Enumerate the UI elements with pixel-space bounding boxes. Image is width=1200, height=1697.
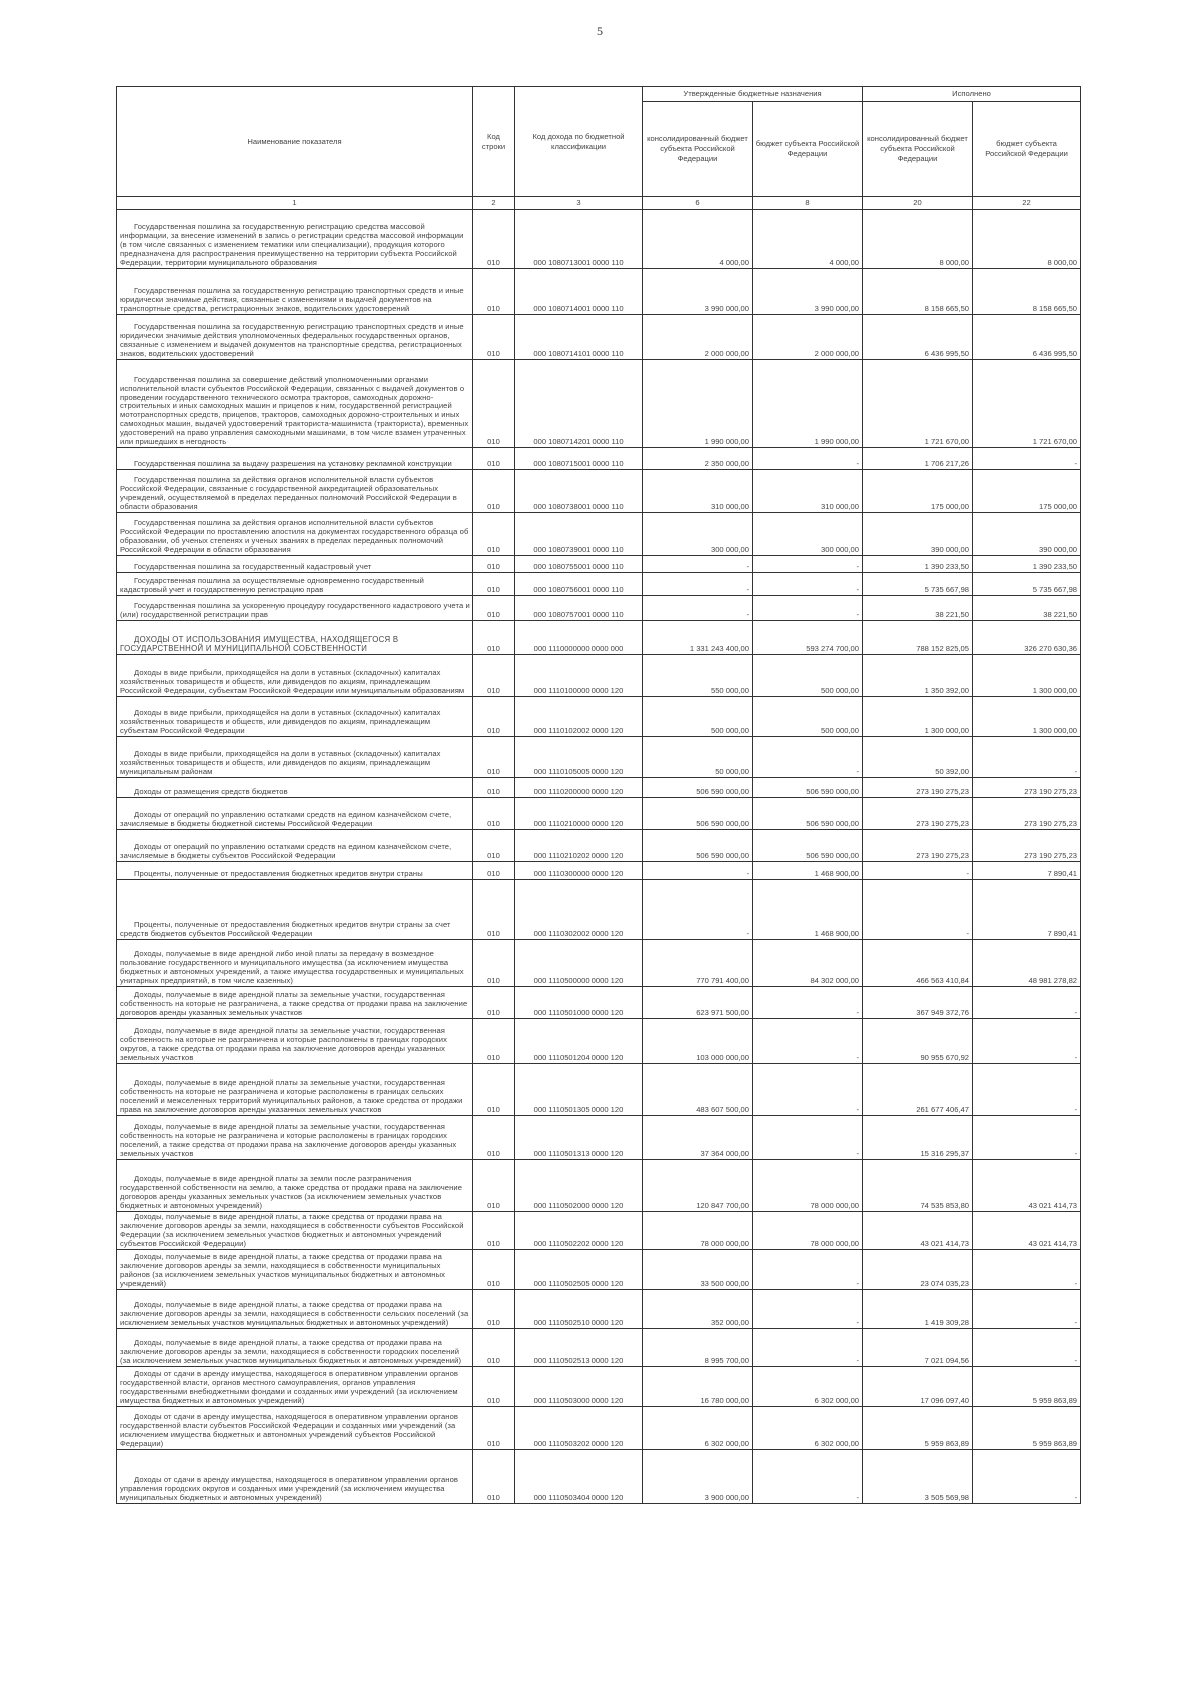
cell-c8: - [753, 448, 863, 470]
table-row [117, 862, 1081, 880]
cell-c6: 33 500 000,00 [643, 1250, 753, 1290]
cell-c6: 506 590 000,00 [643, 798, 753, 830]
cell-c20: - [863, 880, 973, 940]
cell-code: 010 [473, 315, 515, 360]
cell-code: 010 [473, 1450, 515, 1504]
cell-kbk: 000 1110502202 0000 120 [515, 1212, 643, 1250]
cell-name: Доходы, получаемые в виде арендной платы, а также средства от продажи права на заключение договоров аренды за земли, находящиеся в собственности муниципальных районов (за исключением земельных участков муниципальных бюджетных и автономных учреждений) [117, 1250, 473, 1290]
cell-c22: 43 021 414,73 [973, 1160, 1081, 1212]
cell-name: Государственная пошлина за государственный кадастровый учет [117, 556, 473, 573]
cell-c8: 6 302 000,00 [753, 1407, 863, 1450]
cell-name: Доходы в виде прибыли, приходящейся на доли в уставных (складочных) капиталах хозяйственных товариществ и обществ, или дивидендов по акциям, принадлежащим Российской Федерации, субъектам Российской Федерации или муниципальным образованиям [117, 655, 473, 697]
cell-c22: - [973, 1019, 1081, 1064]
table-row [117, 697, 1081, 737]
cell-kbk: 000 1080756001 0000 110 [515, 573, 643, 596]
cell-c6: 352 000,00 [643, 1290, 753, 1329]
cell-code: 010 [473, 1064, 515, 1116]
table-row [117, 987, 1081, 1019]
cell-c8: 1 990 000,00 [753, 360, 863, 448]
cell-kbk: 000 1080715001 0000 110 [515, 448, 643, 470]
cell-c20: 1 350 392,00 [863, 655, 973, 697]
cell-kbk: 000 1110503404 0000 120 [515, 1450, 643, 1504]
cell-c22: - [973, 1116, 1081, 1160]
cell-c8: 500 000,00 [753, 697, 863, 737]
cell-kbk: 000 1110503000 0000 120 [515, 1367, 643, 1407]
cell-name: Государственная пошлина за осуществляемые одновременно государственный кадастровый учет и государственную регистрацию прав [117, 573, 473, 596]
cell-c20: 390 000,00 [863, 513, 973, 556]
cell-c20: 7 021 094,56 [863, 1329, 973, 1367]
cell-name: Доходы в виде прибыли, приходящейся на доли в уставных (складочных) капиталах хозяйственных товариществ и обществ, или дивидендов по акциям, принадлежащим муниципальным районам [117, 737, 473, 778]
cell-code: 010 [473, 830, 515, 862]
cell-code: 010 [473, 210, 515, 269]
table-row [117, 1250, 1081, 1290]
cell-c8: 78 000 000,00 [753, 1212, 863, 1250]
cell-kbk: 000 1110500000 0000 120 [515, 940, 643, 987]
cell-c6: 50 000,00 [643, 737, 753, 778]
cell-c20: 6 436 995,50 [863, 315, 973, 360]
cell-c22: 175 000,00 [973, 470, 1081, 513]
table-row [117, 1212, 1081, 1250]
cell-name: Доходы, получаемые в виде арендной платы за земельные участки, государственная собственность на которые не разграничена и которые расположены в границах сельских поселений и межселенных территорий муниципальных районов, а также средства от продажи права на заключение договоров аренды указанных земельных участков [117, 1064, 473, 1116]
cell-kbk: 000 1110100000 0000 120 [515, 655, 643, 697]
cell-code: 010 [473, 880, 515, 940]
cell-c6: 550 000,00 [643, 655, 753, 697]
column-number: 3 [515, 197, 643, 210]
cell-c6: 483 607 500,00 [643, 1064, 753, 1116]
cell-name: Доходы от сдачи в аренду имущества, находящегося в оперативном управлении органов государственной власти, органов местного самоуправления, органов управления государственными внебюджетными фондами и созданных ими учреждений (за исключением имущества бюджетных и автономных учреждений) [117, 1367, 473, 1407]
cell-c20: 1 721 670,00 [863, 360, 973, 448]
cell-name: Доходы от сдачи в аренду имущества, находящегося в оперативном управлении органов управления городских округов и созданных ими учреждений (за исключением имущества муниципальных бюджетных и автономных учреждений) [117, 1450, 473, 1504]
table-row [117, 1116, 1081, 1160]
cell-c22: - [973, 1250, 1081, 1290]
table-row [117, 269, 1081, 315]
cell-c22: 7 890,41 [973, 862, 1081, 880]
cell-c20: 5 959 863,89 [863, 1407, 973, 1450]
header-group-executed: Исполнено [863, 87, 1081, 102]
table-row [117, 210, 1081, 269]
table-row [117, 798, 1081, 830]
cell-c6: 16 780 000,00 [643, 1367, 753, 1407]
cell-c22: - [973, 987, 1081, 1019]
cell-c22: 390 000,00 [973, 513, 1081, 556]
cell-kbk: 000 1110501313 0000 120 [515, 1116, 643, 1160]
table-row [117, 1064, 1081, 1116]
table-row [117, 315, 1081, 360]
cell-kbk: 000 1080714001 0000 110 [515, 269, 643, 315]
cell-c22: 273 190 275,23 [973, 798, 1081, 830]
cell-c20: 1 706 217,26 [863, 448, 973, 470]
cell-kbk: 000 1080714101 0000 110 [515, 315, 643, 360]
cell-code: 010 [473, 737, 515, 778]
table-row [117, 778, 1081, 798]
cell-c6: 506 590 000,00 [643, 830, 753, 862]
cell-c6: 8 995 700,00 [643, 1329, 753, 1367]
header-code: Код строки [473, 87, 515, 197]
cell-c8: 78 000 000,00 [753, 1160, 863, 1212]
table-row [117, 1329, 1081, 1367]
cell-c20: 273 190 275,23 [863, 778, 973, 798]
cell-c6: 506 590 000,00 [643, 778, 753, 798]
cell-c8: 3 990 000,00 [753, 269, 863, 315]
table-row [117, 621, 1081, 655]
cell-c22: 326 270 630,36 [973, 621, 1081, 655]
cell-c20: 8 000,00 [863, 210, 973, 269]
cell-c6: 623 971 500,00 [643, 987, 753, 1019]
cell-c8: - [753, 556, 863, 573]
cell-c20: 273 190 275,23 [863, 830, 973, 862]
cell-c20: 43 021 414,73 [863, 1212, 973, 1250]
cell-c6: 500 000,00 [643, 697, 753, 737]
column-number: 8 [753, 197, 863, 210]
cell-c20: 17 096 097,40 [863, 1367, 973, 1407]
cell-c20: 3 505 569,98 [863, 1450, 973, 1504]
table-row [117, 513, 1081, 556]
cell-c20: 1 419 309,28 [863, 1290, 973, 1329]
header-executed-consolidated: консолидированный бюджет субъекта Российской Федерации [863, 102, 973, 197]
cell-code: 010 [473, 556, 515, 573]
table-row [117, 830, 1081, 862]
cell-name: Государственная пошлина за государственную регистрацию транспортных средств и иные юридически значимые действия, связанные с изменениями и выдачей документов на транспортные средства, регистрационных знаков, водительских удостоверений [117, 269, 473, 315]
cell-code: 010 [473, 448, 515, 470]
cell-kbk: 000 1110502000 0000 120 [515, 1160, 643, 1212]
column-number: 6 [643, 197, 753, 210]
cell-c22: - [973, 1290, 1081, 1329]
cell-code: 010 [473, 940, 515, 987]
cell-c6: 3 990 000,00 [643, 269, 753, 315]
cell-c20: 466 563 410,84 [863, 940, 973, 987]
cell-code: 010 [473, 1116, 515, 1160]
column-number: 1 [117, 197, 473, 210]
cell-c20: 74 535 853,80 [863, 1160, 973, 1212]
table-row [117, 1450, 1081, 1504]
cell-c22: 5 959 863,89 [973, 1367, 1081, 1407]
header-executed-subject: бюджет субъекта Российской Федерации [973, 102, 1081, 197]
cell-name: Доходы от размещения средств бюджетов [117, 778, 473, 798]
cell-kbk: 000 1110502510 0000 120 [515, 1290, 643, 1329]
cell-code: 010 [473, 1329, 515, 1367]
table-row [117, 1407, 1081, 1450]
cell-c22: 7 890,41 [973, 880, 1081, 940]
cell-kbk: 000 1110300000 0000 120 [515, 862, 643, 880]
cell-c6: - [643, 880, 753, 940]
cell-c8: - [753, 737, 863, 778]
cell-c20: 8 158 665,50 [863, 269, 973, 315]
cell-c20: 90 955 670,92 [863, 1019, 973, 1064]
cell-c6: 37 364 000,00 [643, 1116, 753, 1160]
cell-c8: 2 000 000,00 [753, 315, 863, 360]
cell-c8: - [753, 1116, 863, 1160]
cell-c6: 1 990 000,00 [643, 360, 753, 448]
cell-code: 010 [473, 360, 515, 448]
cell-name: Доходы, получаемые в виде арендной платы за земли после разграничения государственной собственности на землю, а также средства от продажи права на заключение договоров аренды указанных земельных участков (за исключением земельных участков бюджетных и автономных учреждений) [117, 1160, 473, 1212]
table-row [117, 596, 1081, 621]
cell-name: Доходы, получаемые в виде арендной платы за земельные участки, государственная собственность на которые не разграничена и которые расположены в границах городских поселений, а также средства от продажи права на заключение договоров аренды указанных земельных участков [117, 1116, 473, 1160]
cell-c6: 300 000,00 [643, 513, 753, 556]
cell-c8: - [753, 1450, 863, 1504]
cell-code: 010 [473, 1290, 515, 1329]
cell-c6: 78 000 000,00 [643, 1212, 753, 1250]
cell-kbk: 000 1110210202 0000 120 [515, 830, 643, 862]
cell-c6: - [643, 596, 753, 621]
cell-name: ДОХОДЫ ОТ ИСПОЛЬЗОВАНИЯ ИМУЩЕСТВА, НАХОДЯЩЕГОСЯ В ГОСУДАРСТВЕННОЙ И МУНИЦИПАЛЬНОЙ СОБСТВЕННОСТИ [117, 621, 473, 655]
cell-code: 010 [473, 269, 515, 315]
cell-code: 010 [473, 862, 515, 880]
header-approved-consolidated: консолидированный бюджет субъекта Российской Федерации [643, 102, 753, 197]
cell-c6: 2 350 000,00 [643, 448, 753, 470]
cell-kbk: 000 1080714201 0000 110 [515, 360, 643, 448]
cell-c8: 506 590 000,00 [753, 798, 863, 830]
cell-c22: 5 959 863,89 [973, 1407, 1081, 1450]
cell-c20: 1 300 000,00 [863, 697, 973, 737]
cell-name: Доходы, получаемые в виде арендной платы за земельные участки, государственная собственность на которые не разграничена, а также средства от продажи права на заключение договоров аренды указанных земельных участков [117, 987, 473, 1019]
header-kbk: Код дохода по бюджетной классификации [515, 87, 643, 197]
cell-name: Государственная пошлина за действия органов исполнительной власти субъектов Российской Федерации по проставлению апостиля на документах государственного образца об образовании, об ученых степенях и ученых званиях в пределах переданных полномочий Российской Федерации в области образования [117, 513, 473, 556]
cell-c22: 43 021 414,73 [973, 1212, 1081, 1250]
cell-c20: 15 316 295,37 [863, 1116, 973, 1160]
cell-c6: 6 302 000,00 [643, 1407, 753, 1450]
cell-kbk: 000 1110503202 0000 120 [515, 1407, 643, 1450]
cell-c8: - [753, 1250, 863, 1290]
page-number: 5 [597, 24, 603, 38]
cell-kbk: 000 1080755001 0000 110 [515, 556, 643, 573]
cell-kbk: 000 1080713001 0000 110 [515, 210, 643, 269]
cell-kbk: 000 1080739001 0000 110 [515, 513, 643, 556]
cell-c8: - [753, 1019, 863, 1064]
table-row [117, 880, 1081, 940]
cell-code: 010 [473, 1212, 515, 1250]
table-row [117, 1160, 1081, 1212]
table-row [117, 556, 1081, 573]
table-row [117, 737, 1081, 778]
cell-c22: - [973, 1329, 1081, 1367]
cell-c6: 4 000,00 [643, 210, 753, 269]
cell-c20: - [863, 862, 973, 880]
cell-c6: 1 331 243 400,00 [643, 621, 753, 655]
table-row [117, 655, 1081, 697]
cell-c8: 310 000,00 [753, 470, 863, 513]
cell-c8: - [753, 1329, 863, 1367]
cell-c20: 5 735 667,98 [863, 573, 973, 596]
table-row [117, 360, 1081, 448]
table-row [117, 573, 1081, 596]
cell-c20: 273 190 275,23 [863, 798, 973, 830]
cell-c22: - [973, 1064, 1081, 1116]
cell-c6: - [643, 573, 753, 596]
cell-c22: 38 221,50 [973, 596, 1081, 621]
cell-c8: - [753, 1064, 863, 1116]
cell-c20: 38 221,50 [863, 596, 973, 621]
cell-kbk: 000 1110502513 0000 120 [515, 1329, 643, 1367]
cell-name: Государственная пошлина за выдачу разрешения на установку рекламной конструкции [117, 448, 473, 470]
cell-c6: 2 000 000,00 [643, 315, 753, 360]
cell-code: 010 [473, 1367, 515, 1407]
cell-code: 010 [473, 1407, 515, 1450]
column-number: 22 [973, 197, 1081, 210]
cell-c8: 4 000,00 [753, 210, 863, 269]
cell-name: Государственная пошлина за ускоренную процедуру государственного кадастрового учета и (или) государственной регистрации прав [117, 596, 473, 621]
cell-kbk: 000 1110501000 0000 120 [515, 987, 643, 1019]
cell-c20: 788 152 825,05 [863, 621, 973, 655]
cell-c22: 8 000,00 [973, 210, 1081, 269]
column-number: 2 [473, 197, 515, 210]
cell-kbk: 000 1110501305 0000 120 [515, 1064, 643, 1116]
cell-c22: 1 300 000,00 [973, 655, 1081, 697]
cell-c22: 1 721 670,00 [973, 360, 1081, 448]
cell-name: Доходы, получаемые в виде арендной либо иной платы за передачу в возмездное пользование государственного и муниципального имущества (за исключением имущества бюджетных и автономных учреждений, а также имущества государственных и муниципальных унитарных предприятий, в том числе казенных) [117, 940, 473, 987]
cell-code: 010 [473, 1019, 515, 1064]
cell-c6: 120 847 700,00 [643, 1160, 753, 1212]
cell-kbk: 000 1080738001 0000 110 [515, 470, 643, 513]
cell-code: 010 [473, 697, 515, 737]
cell-c22: 8 158 665,50 [973, 269, 1081, 315]
cell-c6: - [643, 556, 753, 573]
table-row [117, 1290, 1081, 1329]
cell-name: Государственная пошлина за совершение действий уполномоченными органами исполнительной власти субъектов Российской Федерации, связанных с выдачей документов о проведении государственного технического осмотра тракторов, самоходных дорожно-строительных и иных самоходных машин и прицепов к ним, государственной регистрацией мототранспортных средств, прицепов, тракторов, самоходных дорожно-строительных и иных самоходных машин, выдачей удостоверений тракториста-машиниста (тракториста), временных удостоверений на право управления самоходными машинами, в том числе взамен утраченных или пришедших в негодность [117, 360, 473, 448]
cell-c22: - [973, 448, 1081, 470]
cell-c22: - [973, 737, 1081, 778]
cell-c8: 300 000,00 [753, 513, 863, 556]
cell-name: Доходы в виде прибыли, приходящейся на доли в уставных (складочных) капиталах хозяйственных товариществ и обществ, или дивидендов по акциям, принадлежащим субъектам Российской Федерации [117, 697, 473, 737]
cell-kbk: 000 1110102002 0000 120 [515, 697, 643, 737]
cell-c22: 48 981 278,82 [973, 940, 1081, 987]
cell-c8: - [753, 1290, 863, 1329]
cell-c20: 1 390 233,50 [863, 556, 973, 573]
cell-name: Государственная пошлина за действия органов исполнительной власти субъектов Российской Федерации, связанные с государственной аккредитацией образовательных учреждений, осуществляемой в пределах переданных полномочий Российской Федерации в области образования [117, 470, 473, 513]
cell-c8: 506 590 000,00 [753, 830, 863, 862]
cell-c8: 500 000,00 [753, 655, 863, 697]
header-approved-subject: бюджет субъекта Российской Федерации [753, 102, 863, 197]
cell-c22: 5 735 667,98 [973, 573, 1081, 596]
table-row [117, 1367, 1081, 1407]
budget-income-table [116, 86, 1081, 1504]
cell-c20: 23 074 035,23 [863, 1250, 973, 1290]
cell-c8: - [753, 573, 863, 596]
cell-code: 010 [473, 621, 515, 655]
cell-name: Доходы от операций по управлению остатками средств на едином казначейском счете, зачисляемые в бюджеты субъектов Российской Федерации [117, 830, 473, 862]
cell-c22: 6 436 995,50 [973, 315, 1081, 360]
column-number: 20 [863, 197, 973, 210]
cell-c22: 1 300 000,00 [973, 697, 1081, 737]
cell-c8: 1 468 900,00 [753, 880, 863, 940]
cell-name: Доходы, получаемые в виде арендной платы, а также средства от продажи права на заключение договоров аренды за земли, находящиеся в собственности сельских поселений (за исключением земельных участков муниципальных бюджетных и автономных учреждений) [117, 1290, 473, 1329]
cell-code: 010 [473, 1250, 515, 1290]
cell-kbk: 000 1110000000 0000 000 [515, 621, 643, 655]
cell-kbk: 000 1110210000 0000 120 [515, 798, 643, 830]
cell-name: Доходы, получаемые в виде арендной платы за земельные участки, государственная собственность на которые не разграничена и которые расположены в границах городских округов, а также средства от продажи права на заключение договоров аренды указанных земельных участков [117, 1019, 473, 1064]
cell-code: 010 [473, 573, 515, 596]
cell-c6: 103 000 000,00 [643, 1019, 753, 1064]
cell-name: Доходы, получаемые в виде арендной платы, а также средства от продажи права на заключение договоров аренды за земли, находящиеся в собственности субъектов Российской Федерации (за исключением земельных участков бюджетных и автономных учреждений субъектов Российской Федерации) [117, 1212, 473, 1250]
cell-c22: 1 390 233,50 [973, 556, 1081, 573]
cell-kbk: 000 1110200000 0000 120 [515, 778, 643, 798]
cell-c22: - [973, 1450, 1081, 1504]
cell-kbk: 000 1110501204 0000 120 [515, 1019, 643, 1064]
cell-c8: 84 302 000,00 [753, 940, 863, 987]
cell-c8: 593 274 700,00 [753, 621, 863, 655]
table-row [117, 470, 1081, 513]
cell-name: Государственная пошлина за государственную регистрацию средства массовой информации, за внесение изменений в запись о регистрации средства массовой информации (в том числе связанных с изменением тематики или специализации), продукция которого предназначена для распространения преимущественно на территории субъекта Российской Федерации, территории муниципального образования [117, 210, 473, 269]
cell-c20: 175 000,00 [863, 470, 973, 513]
cell-c6: 770 791 400,00 [643, 940, 753, 987]
cell-code: 010 [473, 987, 515, 1019]
cell-name: Проценты, полученные от предоставления бюджетных кредитов внутри страны [117, 862, 473, 880]
cell-c20: 261 677 406,47 [863, 1064, 973, 1116]
cell-kbk: 000 1080757001 0000 110 [515, 596, 643, 621]
cell-c8: - [753, 987, 863, 1019]
cell-kbk: 000 1110105005 0000 120 [515, 737, 643, 778]
cell-c20: 50 392,00 [863, 737, 973, 778]
cell-name: Проценты, полученные от предоставления бюджетных кредитов внутри страны за счет средств бюджетов субъектов Российской Федерации [117, 880, 473, 940]
header-group-approved: Утвержденные бюджетные назначения [643, 87, 863, 102]
cell-c8: 6 302 000,00 [753, 1367, 863, 1407]
cell-c8: 1 468 900,00 [753, 862, 863, 880]
cell-code: 010 [473, 778, 515, 798]
cell-kbk: 000 1110302002 0000 120 [515, 880, 643, 940]
cell-c22: 273 190 275,23 [973, 830, 1081, 862]
cell-c6: 310 000,00 [643, 470, 753, 513]
cell-name: Доходы от сдачи в аренду имущества, находящегося в оперативном управлении органов государственной власти субъектов Российской Федерации и созданных ими учреждений (за исключением имущества бюджетных и автономных учреждений субъектов Российской Федерации) [117, 1407, 473, 1450]
table-row [117, 1019, 1081, 1064]
cell-c6: 3 900 000,00 [643, 1450, 753, 1504]
cell-code: 010 [473, 1160, 515, 1212]
cell-c6: - [643, 862, 753, 880]
cell-name: Доходы, получаемые в виде арендной платы, а также средства от продажи права на заключение договоров аренды за земли, находящиеся в собственности городских поселений (за исключением земельных участков муниципальных бюджетных и автономных учреждений) [117, 1329, 473, 1367]
cell-c8: - [753, 596, 863, 621]
cell-name: Доходы от операций по управлению остатками средств на едином казначейском счете, зачисляемые в бюджеты бюджетной системы Российской Федерации [117, 798, 473, 830]
table-row [117, 940, 1081, 987]
cell-code: 010 [473, 655, 515, 697]
cell-name: Государственная пошлина за государственную регистрацию транспортных средств и иные юридически значимые действия уполномоченных федеральных государственных органов, связанные с изменением и выдачей документов на транспортные средства, регистрационных знаков, водительских удостоверений [117, 315, 473, 360]
header-name: Наименование показателя [117, 87, 473, 197]
cell-code: 010 [473, 513, 515, 556]
cell-c20: 367 949 372,76 [863, 987, 973, 1019]
cell-c8: 506 590 000,00 [753, 778, 863, 798]
cell-c22: 273 190 275,23 [973, 778, 1081, 798]
cell-code: 010 [473, 470, 515, 513]
cell-code: 010 [473, 798, 515, 830]
cell-code: 010 [473, 596, 515, 621]
cell-kbk: 000 1110502505 0000 120 [515, 1250, 643, 1290]
table-row [117, 448, 1081, 470]
